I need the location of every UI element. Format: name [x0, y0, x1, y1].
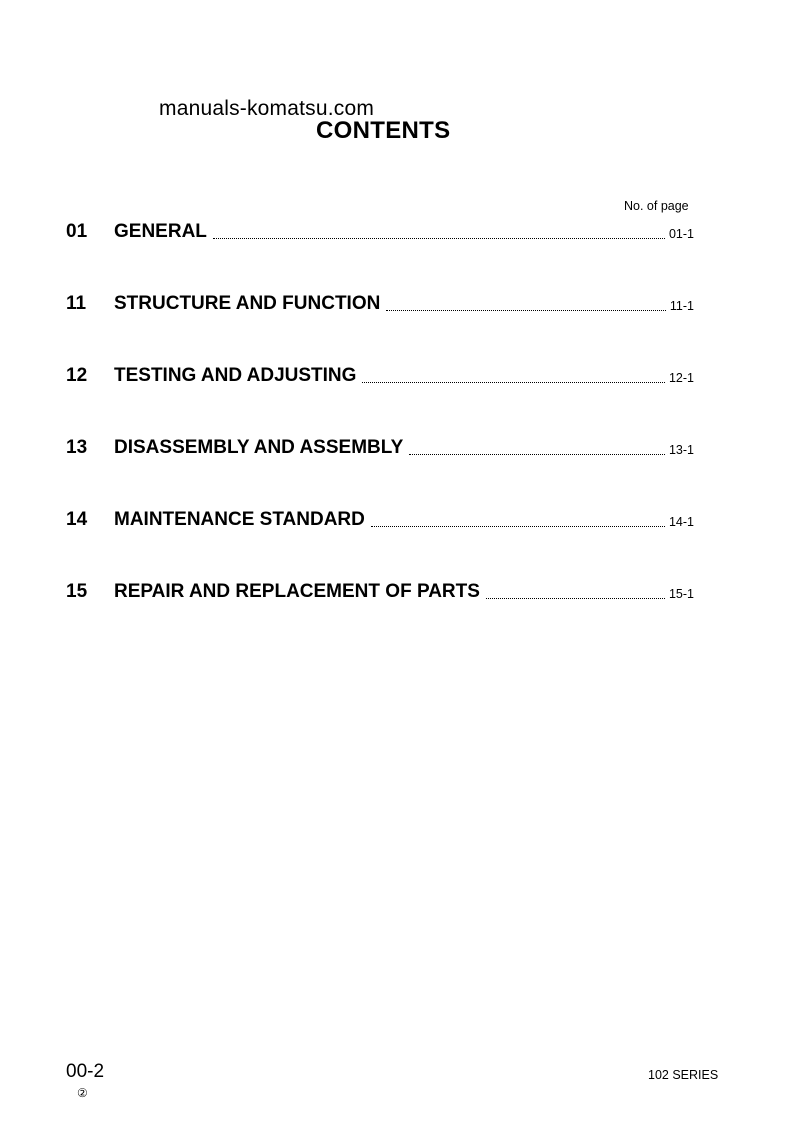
page-ref: 11-1 [669, 299, 694, 313]
dot-leader [213, 237, 665, 239]
section-number: 11 [66, 293, 87, 314]
section-title: REPAIR AND REPLACEMENT OF PARTS [114, 581, 480, 602]
toc-entry-maintenance[interactable] [66, 507, 694, 531]
toc-entry-structure[interactable] [66, 291, 694, 315]
toc-entry-disassembly[interactable] [66, 435, 694, 459]
section-title: GENERAL [114, 221, 207, 242]
dot-leader [371, 525, 665, 527]
dot-leader [362, 381, 665, 383]
dot-leader [409, 453, 665, 455]
page-ref: 15-1 [668, 587, 694, 601]
toc-entry-testing[interactable] [66, 363, 694, 387]
dot-leader [386, 309, 666, 311]
section-title: STRUCTURE AND FUNCTION [114, 293, 381, 314]
dot-leader [486, 597, 665, 599]
footer-series: 102 SERIES [648, 1068, 719, 1082]
section-number: 14 [66, 509, 88, 530]
page-ref: 12-1 [668, 371, 694, 385]
toc-entry-general[interactable] [66, 219, 694, 243]
section-number: 15 [66, 581, 88, 602]
watermark: manuals-komatsu.com [159, 97, 375, 120]
section-title: TESTING AND ADJUSTING [114, 365, 357, 386]
section-title: MAINTENANCE STANDARD [114, 509, 365, 530]
column-header-page: No. of page [624, 199, 689, 213]
section-title: DISASSEMBLY AND ASSEMBLY [114, 437, 404, 458]
toc-entry-repair[interactable] [66, 579, 694, 603]
page-title: CONTENTS [316, 117, 451, 144]
section-number: 01 [66, 221, 88, 242]
revision-mark: ② [77, 1086, 88, 1100]
page-ref: 14-1 [668, 515, 694, 529]
page-ref: 13-1 [668, 443, 694, 457]
page-ref: 01-1 [668, 227, 694, 241]
footer-page-number: 00-2 [66, 1061, 105, 1082]
section-number: 13 [66, 437, 88, 458]
section-number: 12 [66, 365, 88, 386]
